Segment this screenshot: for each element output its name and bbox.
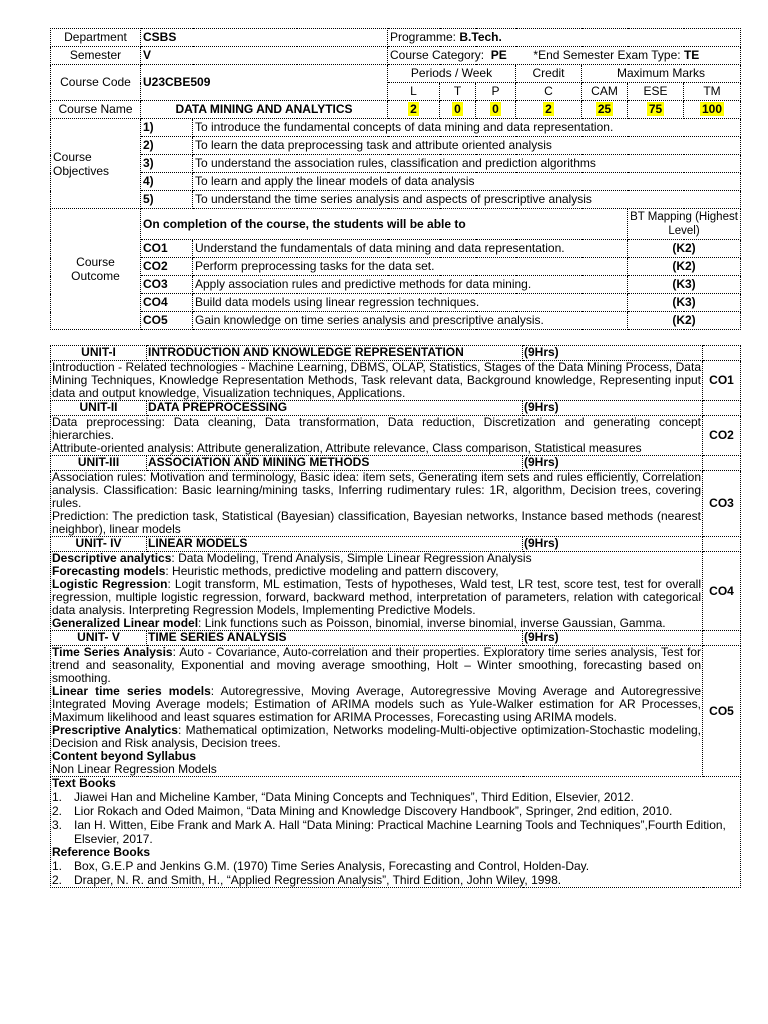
reference-books-heading: Reference Books [52, 845, 151, 859]
unit-content-row [51, 646, 741, 777]
topic-heading: Generalized Linear model [52, 616, 199, 630]
outcome-intro: On completion of the course, the students will be able to [141, 209, 628, 240]
unit-content-row [51, 471, 741, 537]
objective-num: 2) [141, 137, 193, 155]
course-category-label: Course Category: [390, 48, 485, 62]
topic-text: Data preprocessing: Data cleaning, Data transformation, Data reduction, Discretization and generating concept hierarchies. [52, 415, 701, 442]
text-books-heading: Text Books [52, 776, 116, 790]
exam-type-label: *End Semester Exam Type: [533, 48, 681, 62]
value-ese: 75 [648, 102, 663, 116]
topic-text: : Link functions such as Poisson, binomial, inverse binomial, inverse Gaussian, Gamma. [198, 616, 666, 630]
marks-label: Maximum Marks [582, 65, 741, 83]
unit-title: LINEAR MODELS [147, 537, 523, 552]
co-text: Understand the fundamentals of data mining and data representation. [193, 240, 628, 258]
unit-paragraph [52, 361, 701, 400]
unit-number: UNIT- V [51, 631, 147, 646]
unit-paragraph [52, 416, 701, 442]
topic-text: Association rules: Motivation and terminology, Basic idea: item sets, Generating item sets and rules efficiently, Correlation analysis. Classification: Basic learning/mining tasks, Inferring rudimentary rules: 1R, algorithm, Decision trees, covering rules. [52, 470, 701, 510]
co-code: CO4 [141, 294, 193, 312]
unit-title: INTRODUCTION AND KNOWLEDGE REPRESENTATION [147, 346, 523, 361]
unit-content-row [51, 416, 741, 456]
unit-content-row [51, 552, 741, 631]
book-text: Jiawei Han and Micheline Kamber, “Data Mining Concepts and Techniques”, Third Edition, Elsevier, 2012. [74, 790, 634, 804]
unit-content [51, 552, 703, 631]
objective-text: To understand the time series analysis and aspects of prescriptive analysis [193, 191, 741, 209]
unit-content [51, 646, 703, 777]
reference-books-list [52, 859, 739, 887]
col-cam: CAM [582, 83, 628, 101]
unit-paragraph [52, 510, 701, 536]
periods-label: Periods / Week [388, 65, 516, 83]
credit-label: Credit [516, 65, 582, 83]
unit-co: CO3 [703, 471, 741, 537]
unit-number: UNIT- IV [51, 537, 147, 552]
book-text: Box, G.E.P and Jenkins G.M. (1970) Time Series Analysis, Forecasting and Control, Holden-Day. [74, 859, 590, 873]
col-tm: TM [684, 83, 741, 101]
topic-heading: Descriptive analytics [52, 551, 172, 565]
book-text: Draper, N. R. and Smith, H., “Applied Regression Analysis”, Third Edition, John Wiley, 1998. [74, 873, 562, 887]
unit-hours: (9Hrs) [523, 346, 703, 361]
book-number: 2. [52, 804, 63, 818]
unit-co: CO4 [703, 552, 741, 631]
course-header-table [50, 28, 741, 330]
unit-co: CO5 [703, 646, 741, 777]
topic-text: Non Linear Regression Models [52, 762, 217, 776]
course-category-value: PE [490, 48, 507, 62]
unit-hours: (9Hrs) [523, 537, 703, 552]
category-cell [388, 47, 741, 65]
exam-type-value: TE [683, 48, 700, 62]
topic-text: : Logit transform, ML estimation, Tests of hypotheses, Wald test, LR test, score test, test for overall regression, multiple logistic regression, forward, backward method, interpretation of parameters, relation with categorical data analysis. Interpreting Regression Models, Implementing Predictive Models. [52, 577, 701, 617]
topic-text: : Autoregressive, Moving Average, Autoregressive Moving Average and Autoregressive Integrated Moving Average models; Estimation of ARIMA models such as Yule-Walker estimation for AR Processes, Maximum likelihood and least squares estimation for ARIMA Processes, Forecasting using ARIMA models. [52, 684, 701, 724]
programme-value: B.Tech. [459, 30, 502, 44]
value-t: 0 [454, 102, 461, 116]
unit-paragraph [52, 442, 701, 455]
book-number: 1. [52, 790, 63, 804]
unit-content-row [51, 361, 741, 401]
unit-paragraph [52, 763, 701, 776]
unit-paragraph [52, 471, 701, 510]
co-text: Gain knowledge on time series analysis and prescriptive analysis. [193, 312, 628, 330]
unit-paragraph [52, 685, 701, 724]
topic-heading: Time Series Analysis [52, 645, 173, 659]
unit-header-row [51, 456, 741, 471]
topic-heading: Linear time series models [52, 684, 211, 698]
co-text: Perform preprocessing tasks for the data set. [193, 258, 628, 276]
unit-number: UNIT-I [51, 346, 147, 361]
objective-num: 1) [141, 119, 193, 137]
units-body [51, 346, 741, 777]
objective-num: 4) [141, 173, 193, 191]
value-c-cell [516, 101, 582, 119]
semester-label: Semester [51, 47, 141, 65]
objectives-label: Course Objectives [51, 119, 141, 209]
semester-value: V [141, 47, 388, 65]
topic-heading: Logistic Regression [52, 577, 168, 591]
book-text: Lior Rokach and Oded Maimon, “Data Mining and Knowledge Discovery Handbook”, Springer, 2nd edition, 2010. [74, 804, 673, 818]
col-c: C [516, 83, 582, 101]
co-bt-level: (K2) [628, 258, 741, 276]
objective-text: To learn and apply the linear models of data analysis [193, 173, 741, 191]
topic-text: : Heuristic methods, predictive modeling and pattern discovery, [165, 564, 499, 578]
topic-text: Introduction - Related technologies - Machine Learning, DBMS, OLAP, Statistics, Stages of the Data Mining Process, Data Mining Techniques, Knowledge Representation Methods, Task relevant data, Background knowledge, Representing input data and output knowledge, Visualization techniques, Applications. [52, 360, 701, 400]
course-name-value: DATA MINING AND ANALYTICS [141, 101, 388, 119]
unit-paragraph [52, 578, 701, 617]
value-p-cell [476, 101, 516, 119]
objective-text: To introduce the fundamental concepts of data mining and data representation. [193, 119, 741, 137]
unit-title: ASSOCIATION AND MINING METHODS [147, 456, 523, 471]
unit-number: UNIT-II [51, 401, 147, 416]
topic-text: Prediction: The prediction task, Statistical (Bayesian) classification, Bayesian networks, Instance based methods (nearest neighbor), linear models [52, 509, 701, 536]
topic-text: Attribute-oriented analysis: Attribute generalization, Attribute relevance, Class comparison, Statistical measures [52, 441, 642, 455]
unit-spacer [703, 401, 741, 416]
col-p: P [476, 83, 516, 101]
text-books-list [52, 790, 739, 846]
department-value: CSBS [141, 29, 388, 47]
unit-co: CO2 [703, 416, 741, 456]
col-t: T [440, 83, 476, 101]
value-cam: 25 [597, 102, 612, 116]
unit-co: CO1 [703, 361, 741, 401]
unit-content [51, 471, 703, 537]
co-bt-level: (K3) [628, 276, 741, 294]
value-c: 2 [545, 102, 552, 116]
unit-paragraph [52, 724, 701, 750]
department-label: Department [51, 29, 141, 47]
co-code: CO2 [141, 258, 193, 276]
objective-num: 3) [141, 155, 193, 173]
book-number: 1. [52, 859, 63, 873]
unit-hours: (9Hrs) [523, 401, 703, 416]
co-text: Build data models using linear regression techniques. [193, 294, 628, 312]
syllabus-body-table [50, 345, 741, 888]
programme-cell [388, 29, 741, 47]
co-bt-level: (K2) [628, 240, 741, 258]
unit-content [51, 361, 703, 401]
book-item [52, 818, 739, 846]
course-name-label: Course Name [51, 101, 141, 119]
outcome-label: Course Outcome [51, 209, 141, 330]
book-item [52, 859, 739, 873]
value-ese-cell [628, 101, 684, 119]
topic-text: : Mathematical optimization, Networks modeling-Multi-objective optimization-Stochastic modeling, Decision and Risk analysis, Decision trees. [52, 723, 701, 750]
co-text: Apply association rules and predictive methods for data mining. [193, 276, 628, 294]
unit-header-row [51, 537, 741, 552]
unit-spacer [703, 346, 741, 361]
topic-heading: Forecasting models [52, 564, 166, 578]
unit-title: DATA PREPROCESSING [147, 401, 523, 416]
co-code: CO1 [141, 240, 193, 258]
unit-hours: (9Hrs) [523, 631, 703, 646]
topic-heading: Content beyond Syllabus [52, 749, 197, 763]
value-t-cell [440, 101, 476, 119]
unit-header-row [51, 631, 741, 646]
value-p: 0 [492, 102, 499, 116]
topic-text: : Data Modeling, Trend Analysis, Simple Linear Regression Analysis [171, 551, 532, 565]
value-l: 2 [410, 102, 417, 116]
co-code: CO5 [141, 312, 193, 330]
unit-header-row [51, 346, 741, 361]
co-code: CO3 [141, 276, 193, 294]
value-tm-cell [684, 101, 741, 119]
unit-spacer [703, 456, 741, 471]
unit-header-row [51, 401, 741, 416]
unit-title: TIME SERIES ANALYSIS [147, 631, 523, 646]
course-code-label: Course Code [51, 65, 141, 101]
unit-content [51, 416, 703, 456]
book-text: Ian H. Witten, Eibe Frank and Mark A. Hall “Data Mining: Practical Machine Learning Tools and Techniques”,Fourth Edition, Elsevier, 2017. [74, 818, 726, 846]
unit-hours: (9Hrs) [523, 456, 703, 471]
objective-num: 5) [141, 191, 193, 209]
programme-label: Programme: [390, 30, 457, 44]
book-number: 2. [52, 873, 63, 887]
col-ese: ESE [628, 83, 684, 101]
book-item [52, 873, 739, 887]
unit-number: UNIT-III [51, 456, 147, 471]
col-l: L [388, 83, 440, 101]
value-tm: 100 [701, 102, 723, 116]
unit-spacer [703, 537, 741, 552]
unit-paragraph [52, 617, 701, 630]
text-books-section [51, 777, 741, 888]
book-number: 3. [52, 818, 63, 832]
unit-spacer [703, 631, 741, 646]
objective-text: To learn the data preprocessing task and attribute oriented analysis [193, 137, 741, 155]
bt-mapping-label: BT Mapping (Highest Level) [628, 209, 741, 240]
value-cam-cell [582, 101, 628, 119]
topic-heading: Prescriptive Analytics [52, 723, 178, 737]
objective-text: To understand the association rules, classification and prediction algorithms [193, 155, 741, 173]
course-code-value: U23CBE509 [141, 65, 388, 101]
co-bt-level: (K3) [628, 294, 741, 312]
co-bt-level: (K2) [628, 312, 741, 330]
book-item [52, 804, 739, 818]
book-item [52, 790, 739, 804]
unit-paragraph [52, 646, 701, 685]
topic-text: : Auto - Covariance, Auto-correlation and their properties. Exploratory time series analysis, Test for trend and seasonality, Exponential and moving average smoothing, Holt – Winter smoothing, forecasting based on smoothing. [52, 645, 701, 685]
value-l-cell [388, 101, 440, 119]
